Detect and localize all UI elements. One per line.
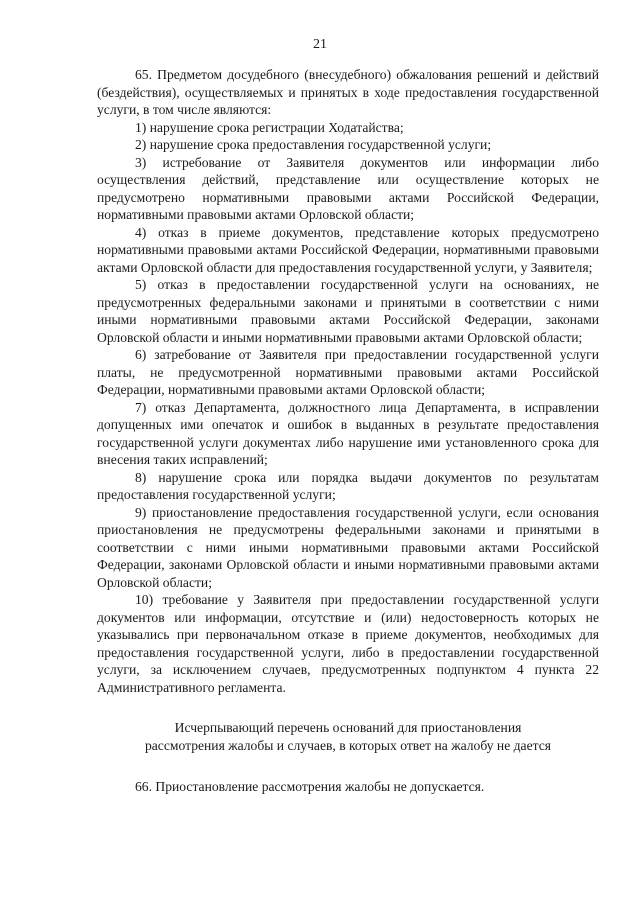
list-item-4: 4) отказ в приеме документов, представление которых предусмотрено нормативными правовыми актами Российской Федерации, нормативными правовыми актами Орловской области для предоставления государственной услуги, у Заявителя; [97,224,599,275]
section-heading [97,719,599,754]
list-item-7: 7) отказ Департамента, должностного лица Департамента, в исправлении допущенных ими опечаток и ошибок в выданных в результате предоставления государственной услуги документах либо нарушение ими установленного срока для внесения таких исправлений; [97,399,599,467]
list-item-5: 5) отказ в предоставлении государственной услуги на основаниях, не предусмотренных федеральными законами и принятыми в соответствии с ними иными нормативными правовыми актами Российской Федерации, законами Орловской области и иными нормативными правовыми актами Орловской области; [97,277,599,345]
section-heading-line-2: рассмотрения жалобы и случаев, в которых ответ на жалобу не дается [144,737,552,753]
document-body [97,66,599,796]
list-item-2: 2) нарушение срока предоставления государственной услуги; [135,137,492,152]
list-item-10: 10) требование у Заявителя при предоставлении государственной услуги документов или информации, отсутствие и (или) недостоверность которых не указывались при первоначальном отказе в приеме документов, необходимых для предоставления государственной услуги, либо в предоставлении государственной услуги, за исключением случаев, предусмотренных подпунктом 4 пункта 22 Административного регламента. [97,592,599,695]
list-item-1: 1) нарушение срока регистрации Ходатайства; [135,119,404,135]
list-item-3: 3) истребование от Заявителя документов или информации либо осуществления действий, представление или осуществление которых не предусмотрено нормативными правовыми актами Российской Федерации, нормативными правовыми актами Орловской области; [97,154,599,222]
section-65-intro: 65. Предметом досудебного (внесудебного) обжалования решений и действий (бездействия), осуществляемых и принятых в ходе предоставления государственной услуги, в том числе являются: [97,67,599,117]
section-heading-line-1: Исчерпывающий перечень оснований для приостановления [174,720,522,735]
section-66-text: 66. Приостановление рассмотрения жалобы не допускается. [135,779,485,794]
list-item-9: 9) приостановление предоставления государственной услуги, если основания приостановления не предусмотрены федеральными законами и принятыми в соответствии с ними иными нормативными правовыми актами Российской Федерации, законами Орловской области и иными нормативными правовыми актами Орловской области; [97,504,599,590]
list-item-8: 8) нарушение срока или порядка выдачи документов по результатам предоставления государственной услуги; [97,469,599,502]
page-number: 21 [313,37,327,52]
list-item-6: 6) затребование от Заявителя при предоставлении государственной услуги платы, не предусмотренной нормативными правовыми актами Российской Федерации, нормативными правовыми актами Орловской области; [97,347,599,397]
